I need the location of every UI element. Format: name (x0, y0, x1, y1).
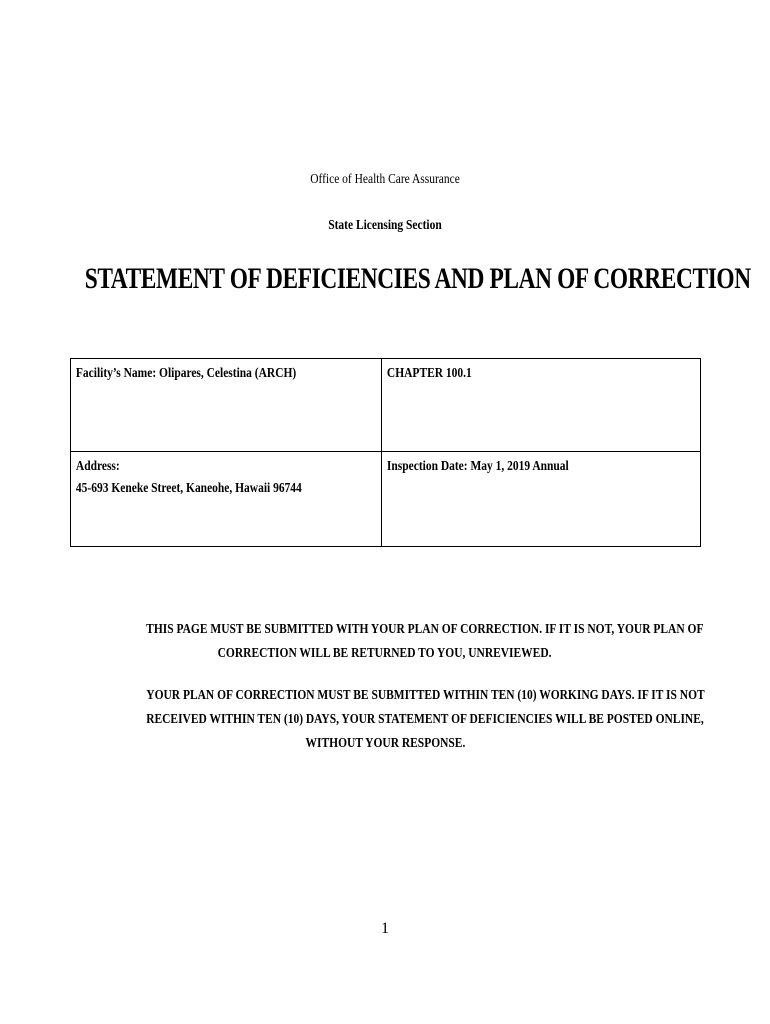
address-label: Address: (75, 459, 120, 474)
inspection-date: Inspection Date: May 1, 2019 Annual (386, 459, 569, 474)
office-name: Office of Health Care Assurance (310, 172, 460, 187)
address-value: 45-693 Keneke Street, Kaneohe, Hawaii 96744 (75, 481, 302, 496)
facility-info-table (70, 358, 701, 547)
deadline-notice (85, 684, 705, 756)
inspection-date-cell (382, 452, 701, 547)
notice-line: YOUR PLAN OF CORRECTION MUST BE SUBMITTED WITHIN TEN (10) WORKING DAYS. IF IT IS NOT (146, 688, 705, 703)
table-row (71, 452, 701, 547)
address-cell (71, 452, 382, 547)
section-name: State Licensing Section (328, 218, 442, 233)
document-title: STATEMENT OF DEFICIENCIES AND PLAN OF CORRECTION (84, 262, 751, 295)
chapter-cell (382, 359, 701, 452)
submission-notice (85, 618, 704, 666)
notice-line: RECEIVED WITHIN TEN (10) DAYS, YOUR STATEMENT OF DEFICIENCIES WILL BE POSTED ONLINE, (146, 712, 704, 727)
notice-line: CORRECTION WILL BE RETURNED TO YOU, UNREVIEWED. (218, 646, 552, 661)
notice-line: WITHOUT YOUR RESPONSE. (305, 736, 465, 751)
notice-line: THIS PAGE MUST BE SUBMITTED WITH YOUR PLAN OF CORRECTION. IF IT IS NOT, YOUR PLAN OF (146, 622, 704, 637)
facility-name-cell (71, 359, 382, 452)
table-row (71, 359, 701, 452)
chapter: CHAPTER 100.1 (386, 366, 472, 381)
page-number: 1 (381, 920, 389, 937)
facility-name: Facility’s Name: Olipares, Celestina (ARCH) (75, 366, 297, 381)
